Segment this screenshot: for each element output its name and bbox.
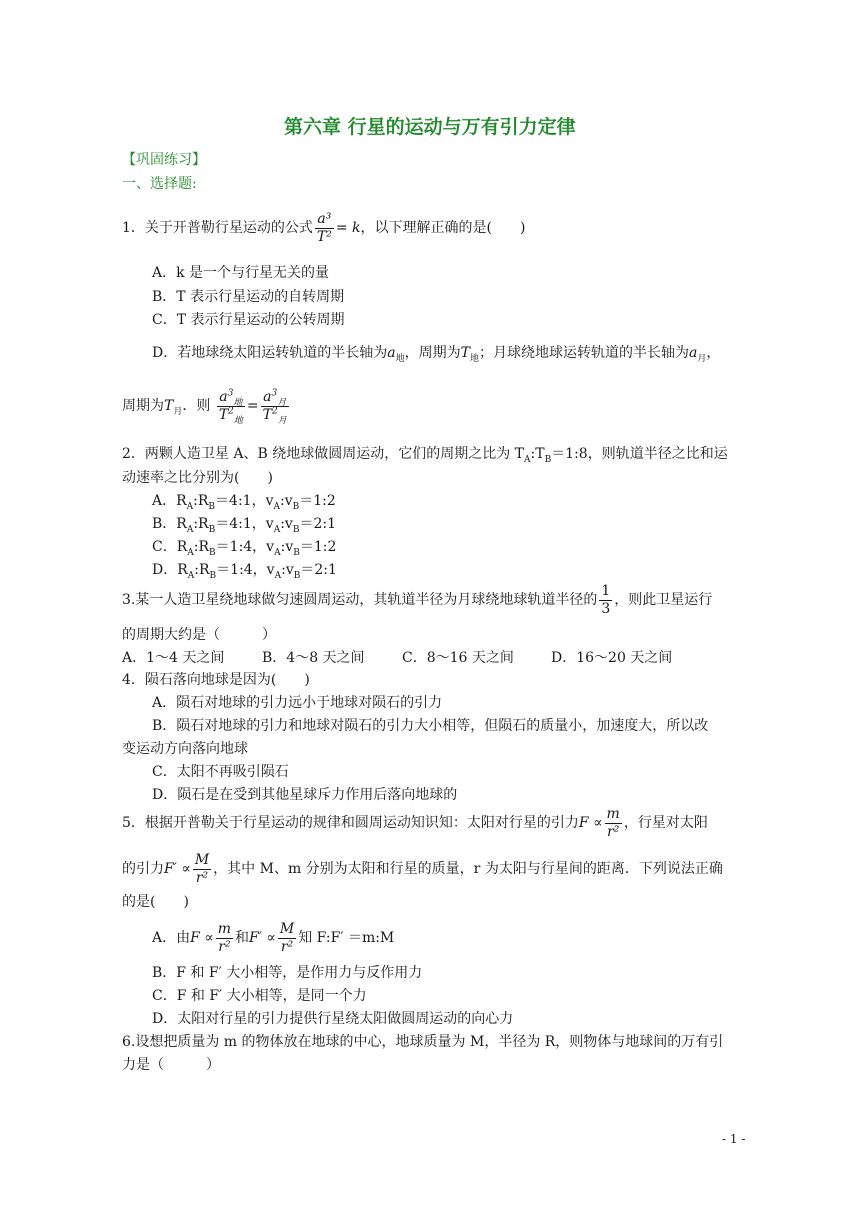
q2-d-letter: D．R — [152, 562, 188, 578]
q5-option-d: D．太阳对行星的引力提供行星绕太阳做圆周运动的向心力 — [152, 1011, 514, 1027]
q2-option-a: A．$R_A:R_B=4:1$，$v_A:v_B=1:2$ — [152, 493, 336, 512]
q1-d-ratio-sub4: 月 — [277, 415, 287, 426]
q3-stem-2: ，则此卫星运行 — [614, 592, 713, 608]
q2-sub-b: B — [544, 454, 552, 465]
q2-d-v: ＝2:1 — [300, 562, 337, 578]
question-6-stem-line2: 力是（ ） — [122, 1057, 220, 1073]
q1-d-ratio-moon: $\frac{a^3_月}{T^2_月}$ — [262, 388, 287, 426]
q1-d-T-earth: T — [460, 345, 470, 361]
q5-a-2: 和 — [235, 930, 250, 946]
q1-d-a-moon: a — [688, 345, 698, 361]
q1-d-ratio-sub1: 地 — [233, 397, 243, 408]
q5-a-frac-m — [216, 922, 233, 954]
q1-option-d-line1 — [152, 345, 721, 364]
q5-stem-4: ，其中 M、m 分别为太阳和行星的质量，r 为太阳与行星间的距离．下列说法正确 — [213, 861, 723, 877]
q1-d-text-5: 周期为 — [122, 398, 164, 414]
q3-option-b: B．4～8 天之间 — [262, 650, 365, 666]
q2-stem-1: 2．两颗人造卫星 A、B 绕地球做圆周运动，它们的周期之比为 T — [122, 446, 524, 462]
q1-d-ratio-earth: $\frac{a^3_地}{T^2_地}$ — [218, 388, 243, 426]
q1-formula-num: a³ — [315, 212, 334, 229]
q4-option-c: C．太阳不再吸引陨石 — [152, 764, 289, 780]
q1-d-ratio-t1: T — [218, 406, 229, 423]
q2-c-r: ＝1:4，v — [215, 539, 275, 555]
q5-a-frac-M-num: M — [279, 920, 295, 937]
question-5-stem-line1 — [122, 803, 708, 843]
question-3-stem-line2: 的周期大约是（ ） — [122, 627, 276, 643]
question-2-stem-line1 — [122, 446, 728, 465]
q1-d-text-3: ；月球绕地球运转轨道的半长轴为 — [478, 345, 689, 361]
q5-a-F: F ∝ — [190, 930, 214, 946]
page-number: - 1 - — [722, 1132, 746, 1146]
q1-d-ratio-a2: a — [263, 388, 272, 405]
q5-frac-m — [605, 807, 622, 839]
q1-option-d-line2: 周期为$T_月$．则 $\frac{a^3_地}{T^2_地}$ = $\frac{a^3_月}{T^2_月}$ — [122, 388, 287, 426]
q4-option-d: D．陨石是在受到其他星球斥力作用后落向地球的 — [152, 787, 458, 803]
q1-formula-den: T² — [316, 228, 332, 245]
q5-frac-M — [193, 853, 211, 885]
question-5-stem-line3: 的是( ) — [122, 894, 189, 910]
q2-b-v: ＝2:1 — [299, 516, 336, 532]
q2-stem-2: :T — [530, 446, 545, 462]
q1-option-c: C．T 表示行星运动的公转周期 — [152, 312, 345, 328]
q1-d-ratio-sub2: 地 — [233, 415, 243, 426]
q4-option-b-line1: B．陨石对地球的引力和地球对陨石的引力大小相等，但陨石的质量小，加速度大，所以改 — [152, 718, 709, 734]
q5-frac-M-num: M — [194, 851, 210, 868]
q3-fraction — [599, 584, 612, 616]
q2-option-d: D．$R_A:R_B=1:4$，$v_A:v_B=2:1$ — [152, 562, 337, 581]
q2-a-r: ＝4:1，v — [215, 493, 274, 509]
q5-a-frac-m-den: r² — [218, 938, 231, 955]
q5-frac-m-den: r² — [607, 823, 620, 840]
q3-option-c: C．8～16 天之间 — [402, 650, 514, 666]
q5-frac-M-den: r² — [195, 869, 209, 886]
q2-b-r: ＝4:1，v — [215, 516, 274, 532]
q5-a-frac-M — [278, 922, 296, 954]
q5-a-frac-m-num: m — [217, 920, 232, 937]
q2-b-letter: B．R — [152, 516, 187, 532]
q5-frac-m-num: m — [606, 805, 620, 822]
q1-d-a-earth: a — [387, 345, 396, 361]
q5-a-3: 知 F:F′ ＝m:M — [298, 930, 395, 946]
q3-frac-den: 3 — [601, 600, 611, 617]
question-6-stem-line1: 6.设想把质量为 m 的物体放在地球的中心，地球质量为 M，半径为 R，则物体与地球间的万有引 — [122, 1034, 724, 1050]
q5-option-b: B．F 和 F′ 大小相等，是作用力与反作用力 — [152, 965, 423, 981]
q1-d-ratio-t2: T — [262, 406, 272, 423]
q2-option-b: B．$R_A:R_B=4:1$，$v_A:v_B=2:1$ — [152, 516, 336, 535]
q1-d-text-6: ．则 — [182, 398, 211, 414]
q3-frac-num: 1 — [601, 582, 611, 599]
page-title: 第六章 行星的运动与万有引力定律 — [284, 116, 576, 138]
q5-F-prop: F ∝ — [578, 815, 603, 831]
q4-option-b-line2: 变运动方向落向地球 — [122, 741, 248, 757]
q1-option-b: B．T 表示行星运动的自转周期 — [152, 289, 345, 305]
q1-d-text-4: ， — [706, 345, 721, 361]
q3-option-d: D．16～20 天之间 — [551, 650, 673, 666]
q3-stem-1: 3.某一人造卫星绕地球做匀速圆周运动，其轨道半径为月球绕地球轨道半径的 — [122, 592, 598, 608]
q2-a-v: ＝1:2 — [299, 493, 336, 509]
q1-d-sub-earth-2: 地 — [469, 353, 479, 364]
q5-a-frac-M-den: r² — [280, 938, 294, 955]
q2-sub-a: A — [524, 454, 531, 465]
q2-stem-3: ＝1:8，则轨道半径之比和运 — [551, 446, 728, 462]
q1-stem-before: 1．关于开普勒行星运动的公式 — [122, 220, 313, 236]
q1-d-text-2: ，周期为 — [404, 345, 461, 361]
q5-a-Fp: F′ ∝ — [249, 930, 276, 946]
q1-option-a: A．k 是一个与行星无关的量 — [152, 265, 330, 281]
q5-stem-3: 的引力 — [122, 861, 164, 877]
q2-option-c: C．$R_A:R_B=1:4$，$v_A:v_B=1:2$ — [152, 539, 337, 558]
q3-option-a: A．1～4 天之间 — [122, 650, 225, 666]
q1-formula-rhs: = k — [335, 220, 361, 236]
q5-Fp-prop: F′ ∝ — [164, 861, 191, 877]
q1-d-sub-moon: 月 — [697, 353, 707, 364]
q1-d-text-1: D．若地球绕太阳运转轨道的半长轴为 — [152, 345, 388, 361]
q5-option-c: C．F 和 F′ 大小相等，是同一个力 — [152, 988, 367, 1004]
q2-d-r: ＝1:4，v — [216, 562, 275, 578]
question-1-stem — [122, 208, 525, 248]
question-2-stem-line2: 动速率之比分别为( ) — [122, 470, 273, 486]
question-3-stem-line1 — [122, 580, 712, 620]
q5-option-a — [152, 918, 394, 958]
section-tag: 【巩固练习】 — [122, 152, 206, 168]
q1-formula — [315, 212, 334, 244]
q1-stem-after: ，以下理解正确的是( ) — [360, 220, 526, 236]
question-4-stem: 4．陨石落向地球是因为( ) — [122, 672, 310, 688]
q1-d-ratio-sub3: 月 — [277, 397, 287, 408]
q5-stem-2: ，行星对太阳 — [623, 815, 708, 831]
q1-d-sub-earth: 地 — [395, 353, 405, 364]
q5-a-1: A．由 — [152, 930, 191, 946]
q1-d-T-moon: T — [164, 398, 174, 414]
section-heading: 一、选择题: — [122, 176, 197, 192]
q2-c-v: ＝1:2 — [299, 539, 337, 555]
q5-stem-1: 5．根据开普勒关于行星运动的规律和圆周运动知识知：太阳对行星的引力 — [122, 815, 579, 831]
question-5-stem-line2 — [122, 849, 723, 889]
q2-c-letter: C．R — [152, 539, 188, 555]
q4-option-a: A．陨石对地球的引力远小于地球对陨石的引力 — [152, 695, 443, 711]
q1-d-ratio-a1: a — [219, 388, 228, 405]
q2-a-letter: A．R — [152, 493, 187, 509]
q1-d-sub-moon-2: 月 — [173, 406, 183, 417]
